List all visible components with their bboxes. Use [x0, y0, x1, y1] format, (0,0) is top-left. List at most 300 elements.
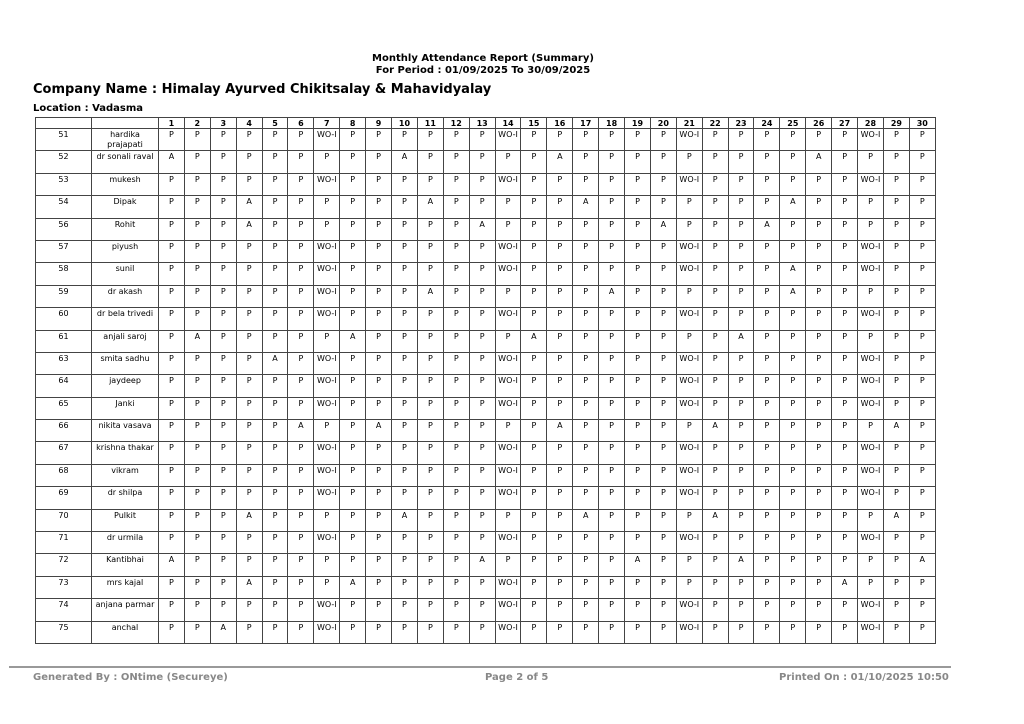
attendance-cell: A — [236, 509, 262, 531]
employee-id: 56 — [36, 218, 92, 240]
attendance-cell: P — [650, 509, 676, 531]
day-header: 11 — [417, 118, 443, 129]
table-row — [36, 576, 936, 598]
attendance-cell: P — [262, 330, 288, 352]
day-header: 12 — [443, 118, 469, 129]
attendance-cell: P — [883, 129, 909, 151]
attendance-cell: A — [417, 196, 443, 218]
attendance-cell: P — [883, 464, 909, 486]
attendance-cell: P — [262, 240, 288, 262]
attendance-cell: P — [573, 420, 599, 442]
attendance-cell: P — [780, 397, 806, 419]
attendance-cell: P — [210, 330, 236, 352]
attendance-cell: P — [340, 397, 366, 419]
attendance-cell: A — [780, 285, 806, 307]
attendance-cell: P — [210, 420, 236, 442]
attendance-cell: P — [521, 218, 547, 240]
attendance-cell: P — [832, 173, 858, 195]
attendance-cell: P — [909, 621, 935, 643]
company-name: Company Name : Himalay Ayurved Chikitsalay & Mahavidyalay — [33, 82, 492, 97]
attendance-cell: P — [754, 240, 780, 262]
attendance-cell: P — [210, 151, 236, 173]
attendance-cell: P — [184, 464, 210, 486]
attendance-cell: P — [184, 196, 210, 218]
attendance-cell: P — [443, 397, 469, 419]
attendance-cell: P — [521, 308, 547, 330]
attendance-cell: P — [443, 151, 469, 173]
attendance-cell: P — [210, 532, 236, 554]
attendance-cell: P — [702, 576, 728, 598]
attendance-cell: P — [547, 599, 573, 621]
attendance-cell: P — [650, 330, 676, 352]
attendance-cell: P — [495, 509, 521, 531]
attendance-cell: P — [780, 599, 806, 621]
attendance-cell: P — [340, 509, 366, 531]
employee-id: 53 — [36, 173, 92, 195]
attendance-cell: P — [159, 263, 185, 285]
attendance-cell: P — [340, 487, 366, 509]
attendance-cell: WO-I — [676, 129, 702, 151]
attendance-cell: P — [806, 263, 832, 285]
attendance-cell: P — [754, 375, 780, 397]
attendance-cell: P — [625, 151, 651, 173]
attendance-cell: WO-I — [858, 621, 884, 643]
attendance-cell: P — [909, 352, 935, 374]
attendance-cell: P — [573, 218, 599, 240]
attendance-cell: P — [210, 218, 236, 240]
table-header-row — [36, 118, 936, 129]
attendance-cell: WO-I — [858, 308, 884, 330]
attendance-cell: P — [547, 487, 573, 509]
attendance-cell: P — [210, 240, 236, 262]
attendance-cell: A — [573, 196, 599, 218]
attendance-cell: A — [236, 196, 262, 218]
attendance-cell: P — [159, 599, 185, 621]
attendance-cell: P — [210, 129, 236, 151]
attendance-cell: P — [469, 397, 495, 419]
employee-id: 65 — [36, 397, 92, 419]
attendance-cell: P — [184, 487, 210, 509]
attendance-cell: P — [184, 599, 210, 621]
attendance-cell: P — [340, 240, 366, 262]
employee-id: 69 — [36, 487, 92, 509]
attendance-cell: P — [184, 151, 210, 173]
table-row — [36, 263, 936, 285]
attendance-cell: P — [832, 442, 858, 464]
day-header: 27 — [832, 118, 858, 129]
employee-id: 66 — [36, 420, 92, 442]
attendance-cell: P — [288, 196, 314, 218]
employee-name: jaydeep — [92, 375, 159, 397]
attendance-cell: WO-I — [314, 308, 340, 330]
attendance-cell: P — [417, 308, 443, 330]
attendance-cell: WO-I — [314, 532, 340, 554]
attendance-cell: P — [236, 599, 262, 621]
attendance-cell: P — [573, 576, 599, 598]
attendance-cell: A — [650, 218, 676, 240]
attendance-cell: P — [702, 487, 728, 509]
attendance-cell: WO-I — [495, 397, 521, 419]
attendance-cell: P — [806, 352, 832, 374]
attendance-cell: WO-I — [676, 173, 702, 195]
attendance-cell: P — [702, 352, 728, 374]
attendance-cell: P — [417, 464, 443, 486]
table-row — [36, 532, 936, 554]
attendance-cell: P — [443, 173, 469, 195]
attendance-cell: WO-I — [314, 285, 340, 307]
attendance-cell: P — [521, 554, 547, 576]
attendance-cell: P — [417, 532, 443, 554]
attendance-cell: P — [806, 397, 832, 419]
attendance-cell: P — [780, 509, 806, 531]
report-title: Monthly Attendance Report (Summary) — [372, 53, 594, 64]
attendance-cell: A — [832, 576, 858, 598]
attendance-cell: P — [599, 173, 625, 195]
attendance-cell: P — [754, 308, 780, 330]
employee-name: anchal — [92, 621, 159, 643]
attendance-cell: WO-I — [676, 464, 702, 486]
attendance-cell: P — [625, 218, 651, 240]
attendance-cell: P — [650, 420, 676, 442]
attendance-cell: P — [184, 375, 210, 397]
attendance-cell: P — [806, 129, 832, 151]
attendance-cell: P — [883, 308, 909, 330]
attendance-cell: P — [469, 151, 495, 173]
attendance-cell: A — [547, 151, 573, 173]
attendance-cell: P — [883, 151, 909, 173]
attendance-cell: P — [443, 599, 469, 621]
attendance-cell: P — [806, 375, 832, 397]
attendance-cell: P — [417, 554, 443, 576]
attendance-cell: P — [728, 397, 754, 419]
attendance-cell: WO-I — [858, 375, 884, 397]
page-number: Page 2 of 5 — [485, 672, 549, 683]
attendance-cell: P — [236, 129, 262, 151]
attendance-cell: P — [262, 464, 288, 486]
attendance-cell: P — [288, 218, 314, 240]
attendance-cell: P — [392, 352, 418, 374]
attendance-cell: P — [702, 621, 728, 643]
attendance-cell: P — [650, 196, 676, 218]
attendance-cell: P — [909, 532, 935, 554]
table-row — [36, 509, 936, 531]
attendance-cell: P — [521, 196, 547, 218]
attendance-cell: P — [806, 464, 832, 486]
attendance-cell: P — [573, 397, 599, 419]
attendance-cell: WO-I — [676, 308, 702, 330]
attendance-cell: WO-I — [858, 487, 884, 509]
employee-name: Rohit — [92, 218, 159, 240]
attendance-cell: P — [184, 285, 210, 307]
attendance-cell: P — [702, 397, 728, 419]
attendance-cell: P — [236, 554, 262, 576]
employee-name: piyush — [92, 240, 159, 262]
attendance-cell: P — [469, 308, 495, 330]
attendance-cell: P — [625, 576, 651, 598]
employee-name: dr bela trivedi — [92, 308, 159, 330]
table-row — [36, 621, 936, 643]
attendance-cell: A — [469, 554, 495, 576]
attendance-cell: P — [625, 464, 651, 486]
attendance-cell: P — [288, 464, 314, 486]
attendance-cell: P — [909, 285, 935, 307]
day-header: 18 — [599, 118, 625, 129]
attendance-cell: WO-I — [495, 352, 521, 374]
table-row — [36, 173, 936, 195]
attendance-cell: P — [547, 173, 573, 195]
attendance-cell: P — [650, 397, 676, 419]
employee-id: 75 — [36, 621, 92, 643]
attendance-cell: P — [883, 218, 909, 240]
attendance-cell: P — [806, 218, 832, 240]
footer-divider — [9, 666, 951, 668]
attendance-cell: P — [417, 330, 443, 352]
attendance-cell: P — [340, 621, 366, 643]
attendance-cell: P — [728, 196, 754, 218]
employee-name: smita sadhu — [92, 352, 159, 374]
employee-name: dr sonali raval — [92, 151, 159, 173]
day-header: 23 — [728, 118, 754, 129]
attendance-cell: P — [443, 285, 469, 307]
attendance-cell: P — [340, 532, 366, 554]
attendance-cell: P — [159, 442, 185, 464]
attendance-cell: P — [288, 263, 314, 285]
attendance-cell: P — [443, 420, 469, 442]
attendance-cell: P — [392, 554, 418, 576]
attendance-cell: P — [392, 196, 418, 218]
attendance-cell: P — [573, 487, 599, 509]
attendance-cell: P — [780, 442, 806, 464]
attendance-cell: P — [806, 532, 832, 554]
attendance-cell: P — [547, 621, 573, 643]
attendance-cell: P — [262, 151, 288, 173]
attendance-cell: P — [443, 308, 469, 330]
attendance-cell: P — [858, 420, 884, 442]
attendance-cell: P — [236, 397, 262, 419]
attendance-cell: P — [469, 464, 495, 486]
attendance-cell: P — [521, 375, 547, 397]
attendance-cell: P — [754, 487, 780, 509]
attendance-cell: P — [728, 464, 754, 486]
attendance-cell: P — [288, 442, 314, 464]
attendance-cell: WO-I — [858, 129, 884, 151]
attendance-cell: P — [184, 129, 210, 151]
attendance-table — [35, 117, 936, 644]
attendance-cell: P — [288, 599, 314, 621]
attendance-cell: P — [728, 375, 754, 397]
attendance-cell: WO-I — [676, 621, 702, 643]
attendance-cell: P — [159, 218, 185, 240]
attendance-cell: WO-I — [314, 464, 340, 486]
attendance-cell: P — [573, 330, 599, 352]
attendance-cell: P — [754, 554, 780, 576]
attendance-cell: P — [806, 240, 832, 262]
attendance-cell: P — [366, 464, 392, 486]
printed-on: Printed On : 01/10/2025 10:50 — [779, 672, 949, 683]
attendance-cell: A — [573, 509, 599, 531]
day-header: 19 — [625, 118, 651, 129]
attendance-cell: WO-I — [314, 129, 340, 151]
attendance-cell: P — [392, 240, 418, 262]
attendance-cell: P — [521, 173, 547, 195]
attendance-cell: P — [495, 151, 521, 173]
attendance-cell: WO-I — [314, 599, 340, 621]
attendance-cell: P — [314, 576, 340, 598]
attendance-cell: P — [625, 129, 651, 151]
attendance-cell: P — [469, 375, 495, 397]
attendance-cell: A — [288, 420, 314, 442]
attendance-cell: P — [599, 554, 625, 576]
table-row — [36, 487, 936, 509]
attendance-cell: P — [676, 218, 702, 240]
attendance-cell: P — [780, 240, 806, 262]
attendance-cell: P — [521, 285, 547, 307]
attendance-cell: P — [599, 464, 625, 486]
attendance-cell: P — [288, 308, 314, 330]
attendance-cell: P — [858, 196, 884, 218]
attendance-cell: WO-I — [676, 352, 702, 374]
attendance-cell: P — [288, 576, 314, 598]
attendance-cell: P — [599, 218, 625, 240]
attendance-cell: P — [417, 621, 443, 643]
attendance-cell: P — [599, 151, 625, 173]
attendance-cell: P — [210, 173, 236, 195]
attendance-cell: P — [495, 420, 521, 442]
attendance-cell: P — [443, 196, 469, 218]
day-header: 10 — [392, 118, 418, 129]
attendance-cell: P — [754, 263, 780, 285]
report-period: For Period : 01/09/2025 To 30/09/2025 — [375, 65, 591, 76]
attendance-cell: P — [210, 308, 236, 330]
attendance-cell: P — [702, 330, 728, 352]
attendance-cell: P — [754, 129, 780, 151]
attendance-cell: P — [366, 532, 392, 554]
attendance-cell: P — [469, 263, 495, 285]
attendance-cell: P — [883, 397, 909, 419]
attendance-cell: P — [495, 218, 521, 240]
attendance-cell: P — [262, 218, 288, 240]
attendance-cell: P — [599, 330, 625, 352]
attendance-cell: P — [288, 554, 314, 576]
attendance-cell: A — [184, 330, 210, 352]
attendance-cell: P — [314, 554, 340, 576]
attendance-cell: P — [547, 263, 573, 285]
attendance-cell: P — [236, 263, 262, 285]
attendance-cell: P — [262, 129, 288, 151]
attendance-cell: P — [210, 442, 236, 464]
attendance-cell: P — [340, 352, 366, 374]
attendance-cell: P — [262, 576, 288, 598]
attendance-cell: A — [728, 330, 754, 352]
attendance-cell: P — [599, 621, 625, 643]
attendance-cell: P — [625, 599, 651, 621]
attendance-cell: P — [340, 420, 366, 442]
attendance-cell: P — [417, 218, 443, 240]
attendance-cell: P — [650, 442, 676, 464]
employee-name: Kantibhai — [92, 554, 159, 576]
attendance-cell: P — [366, 375, 392, 397]
attendance-cell: P — [625, 397, 651, 419]
employee-name: Janki — [92, 397, 159, 419]
attendance-cell: A — [625, 554, 651, 576]
attendance-cell: P — [366, 599, 392, 621]
attendance-cell: WO-I — [314, 240, 340, 262]
employee-name: nikita vasava — [92, 420, 159, 442]
employee-id: 70 — [36, 509, 92, 531]
attendance-cell: P — [392, 599, 418, 621]
attendance-cell: P — [625, 173, 651, 195]
attendance-cell: P — [159, 509, 185, 531]
attendance-cell: P — [469, 173, 495, 195]
attendance-cell: P — [184, 576, 210, 598]
employee-id: 72 — [36, 554, 92, 576]
attendance-cell: P — [754, 196, 780, 218]
attendance-cell: P — [495, 285, 521, 307]
attendance-cell: P — [417, 576, 443, 598]
attendance-cell: P — [625, 532, 651, 554]
attendance-cell: P — [858, 554, 884, 576]
day-header: 1 — [159, 118, 185, 129]
attendance-cell: P — [676, 576, 702, 598]
attendance-cell: P — [676, 285, 702, 307]
attendance-cell: P — [702, 263, 728, 285]
attendance-cell: P — [754, 352, 780, 374]
attendance-cell: P — [832, 285, 858, 307]
attendance-cell: P — [340, 151, 366, 173]
attendance-cell: P — [521, 576, 547, 598]
attendance-cell: P — [469, 285, 495, 307]
attendance-cell: WO-I — [858, 464, 884, 486]
attendance-cell: P — [443, 218, 469, 240]
attendance-cell: P — [573, 285, 599, 307]
attendance-cell: P — [547, 285, 573, 307]
table-row — [36, 129, 936, 151]
attendance-cell: P — [806, 196, 832, 218]
day-header: 13 — [469, 118, 495, 129]
generated-by: Generated By : ONtime (Secureye) — [33, 672, 228, 683]
attendance-cell: WO-I — [495, 599, 521, 621]
attendance-cell: P — [184, 352, 210, 374]
attendance-cell: P — [547, 352, 573, 374]
attendance-cell: P — [702, 173, 728, 195]
attendance-cell: P — [288, 509, 314, 531]
attendance-cell: P — [780, 375, 806, 397]
attendance-cell: P — [573, 599, 599, 621]
attendance-cell: P — [780, 330, 806, 352]
attendance-cell: WO-I — [676, 375, 702, 397]
header-id-blank — [36, 118, 92, 129]
day-header: 17 — [573, 118, 599, 129]
attendance-cell: P — [469, 352, 495, 374]
attendance-cell: P — [858, 285, 884, 307]
attendance-cell: P — [469, 599, 495, 621]
attendance-cell: P — [159, 420, 185, 442]
attendance-cell: P — [443, 576, 469, 598]
attendance-cell: P — [159, 375, 185, 397]
attendance-cell: P — [184, 442, 210, 464]
attendance-cell: P — [392, 576, 418, 598]
attendance-cell: P — [599, 263, 625, 285]
attendance-cell: P — [417, 375, 443, 397]
attendance-cell: P — [832, 487, 858, 509]
attendance-cell: P — [599, 599, 625, 621]
attendance-cell: P — [883, 554, 909, 576]
employee-name: anjali saroj — [92, 330, 159, 352]
attendance-cell: P — [469, 576, 495, 598]
attendance-cell: P — [184, 173, 210, 195]
attendance-cell: P — [650, 263, 676, 285]
attendance-cell: P — [909, 397, 935, 419]
